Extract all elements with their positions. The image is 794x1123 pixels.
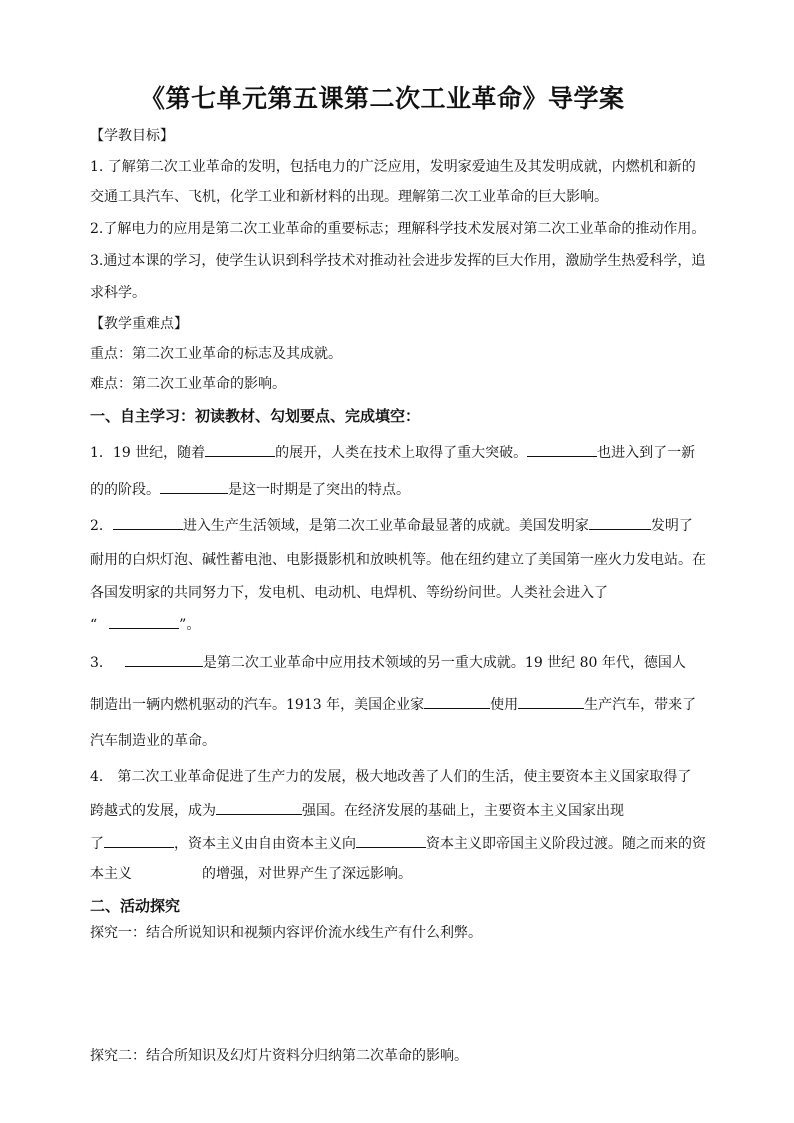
q2-blank-3[interactable] bbox=[109, 614, 179, 629]
q4-text-g: 本主义 bbox=[90, 866, 132, 882]
q4-blank-2[interactable] bbox=[104, 833, 174, 848]
q2-text-a: 2． bbox=[90, 518, 113, 534]
q4-text-f: 资本主义即帝国主义阶段过渡。随之而来的资 bbox=[426, 836, 706, 852]
key-difficulty: 难点：第二次工业革命的影响。 bbox=[90, 376, 286, 392]
q1-blank-3[interactable] bbox=[160, 479, 228, 494]
inquiry-2: 探究二：结合所知识及幻灯片资料分归纳第二次革命的影响。 bbox=[90, 1048, 468, 1064]
q3-text-a: 3． bbox=[90, 655, 113, 671]
question-4-line-3 bbox=[90, 833, 706, 853]
key-points-heading: 【教学重难点】 bbox=[90, 316, 188, 332]
question-3-line-3: 汽车制造业的革命。 bbox=[90, 733, 216, 749]
question-1-line-2 bbox=[90, 479, 410, 499]
objectives-heading: 【学教目标】 bbox=[90, 128, 174, 144]
q4-text-e: ，资本主义由自由资本主义向 bbox=[174, 836, 356, 852]
q1-blank-2[interactable] bbox=[527, 442, 597, 457]
q2-blank-1[interactable] bbox=[113, 515, 183, 530]
q3-blank-1[interactable] bbox=[125, 652, 203, 667]
inquiry-1: 探究一：结合所说知识和视频内容评价流水线生产有什么利弊。 bbox=[90, 925, 482, 941]
q1-text-d: 的的阶段。 bbox=[90, 482, 160, 498]
q2-text-g: ”。 bbox=[179, 617, 201, 633]
section-2-heading: 二、活动探究 bbox=[90, 897, 181, 915]
question-3-line-1 bbox=[90, 652, 686, 672]
section-1-heading: 一、自主学习：初读教材、勾划要点、完成填空： bbox=[90, 407, 421, 425]
question-2-line-3: 各国发明家的共同努力下，发电机、电动机、电焊机、等纷纷问世。人类社会进入了 bbox=[90, 585, 608, 601]
question-4-line-1: 4． 第二次工业革命促进了生产力的发展，极大地改善了人们的生活，使主要资本主义国家取得了 bbox=[90, 769, 692, 785]
q3-text-e: 生产汽车，带来了 bbox=[584, 697, 697, 713]
q1-blank-1[interactable] bbox=[205, 442, 275, 457]
question-4-line-4 bbox=[90, 863, 412, 883]
objective-1-line-1: 1. 了解第二次工业革命的发明，包括电力的广泛应用，发明家爱迪生及其发明成就，内燃机和新的 bbox=[90, 159, 696, 175]
q4-text-c: 强国。在经济发展的基础上，主要资本主义国家出现 bbox=[302, 803, 624, 819]
key-focus: 重点：第二次工业革命的标志及其成就。 bbox=[90, 346, 342, 362]
q4-blank-1[interactable] bbox=[216, 800, 302, 815]
objective-2: 2.了解电力的应用是第二次工业革命的重要标志；理解科学技术发展对第二次工业革命的推动作用。 bbox=[90, 221, 706, 237]
objective-3-line-1: 3.通过本课的学习，使学生认识到科学技术对推动社会进步发挥的巨大作用，激励学生热爱科学，追 bbox=[90, 253, 706, 269]
question-2-line-1 bbox=[90, 515, 693, 535]
q4-blank-3[interactable] bbox=[356, 833, 426, 848]
q4-text-b: 跨越式的发展，成为 bbox=[90, 803, 216, 819]
question-2-line-4 bbox=[90, 614, 200, 634]
q3-text-c: 制造出一辆内燃机驱动的汽车。1913 年，美国企业家 bbox=[90, 697, 425, 713]
objective-3-line-2: 求科学。 bbox=[90, 285, 146, 301]
q1-text-e: 是这一时期是了突出的特点。 bbox=[228, 482, 410, 498]
question-4-line-2 bbox=[90, 800, 624, 820]
q1-text-b: 的展开，人类在技术上取得了重大突破。 bbox=[275, 445, 528, 461]
q2-blank-2[interactable] bbox=[589, 515, 651, 530]
q3-blank-3[interactable] bbox=[518, 694, 584, 709]
q3-text-d: 使用 bbox=[490, 697, 519, 713]
question-2-line-2: 耐用的白炽灯泡、碱性蓄电池、电影摄影机和放映机等。他在纽约建立了美国第一座火力发电站。在 bbox=[90, 552, 706, 568]
question-1-line-1 bbox=[90, 442, 695, 462]
q4-text-d: 了 bbox=[90, 836, 104, 852]
q2-text-f: “ bbox=[90, 617, 98, 633]
objective-1-line-2: 交通工具汽车、飞机，化学工业和新材料的出现。理解第二次工业革命的巨大影响。 bbox=[90, 189, 608, 205]
q1-text-a: 1．19 世纪，随着 bbox=[90, 445, 206, 461]
q3-blank-2[interactable] bbox=[424, 694, 490, 709]
q4-text-h: 的增强，对世界产生了深远影响。 bbox=[202, 866, 412, 882]
q3-text-b: 是第二次工业革命中应用技术领域的另一重大成就。19 世纪 80 年代，德国人 bbox=[202, 655, 686, 671]
question-3-line-2 bbox=[90, 694, 696, 714]
q2-text-b: 进入生产生活领域，是第二次工业革命最显著的成就。美国发明家 bbox=[182, 518, 589, 534]
q1-text-c: 也进入到了一新 bbox=[597, 445, 696, 461]
q2-text-c: 发明了 bbox=[650, 518, 693, 534]
page-title: 《第七单元第五课第二次工业革命》导学案 bbox=[140, 84, 625, 113]
